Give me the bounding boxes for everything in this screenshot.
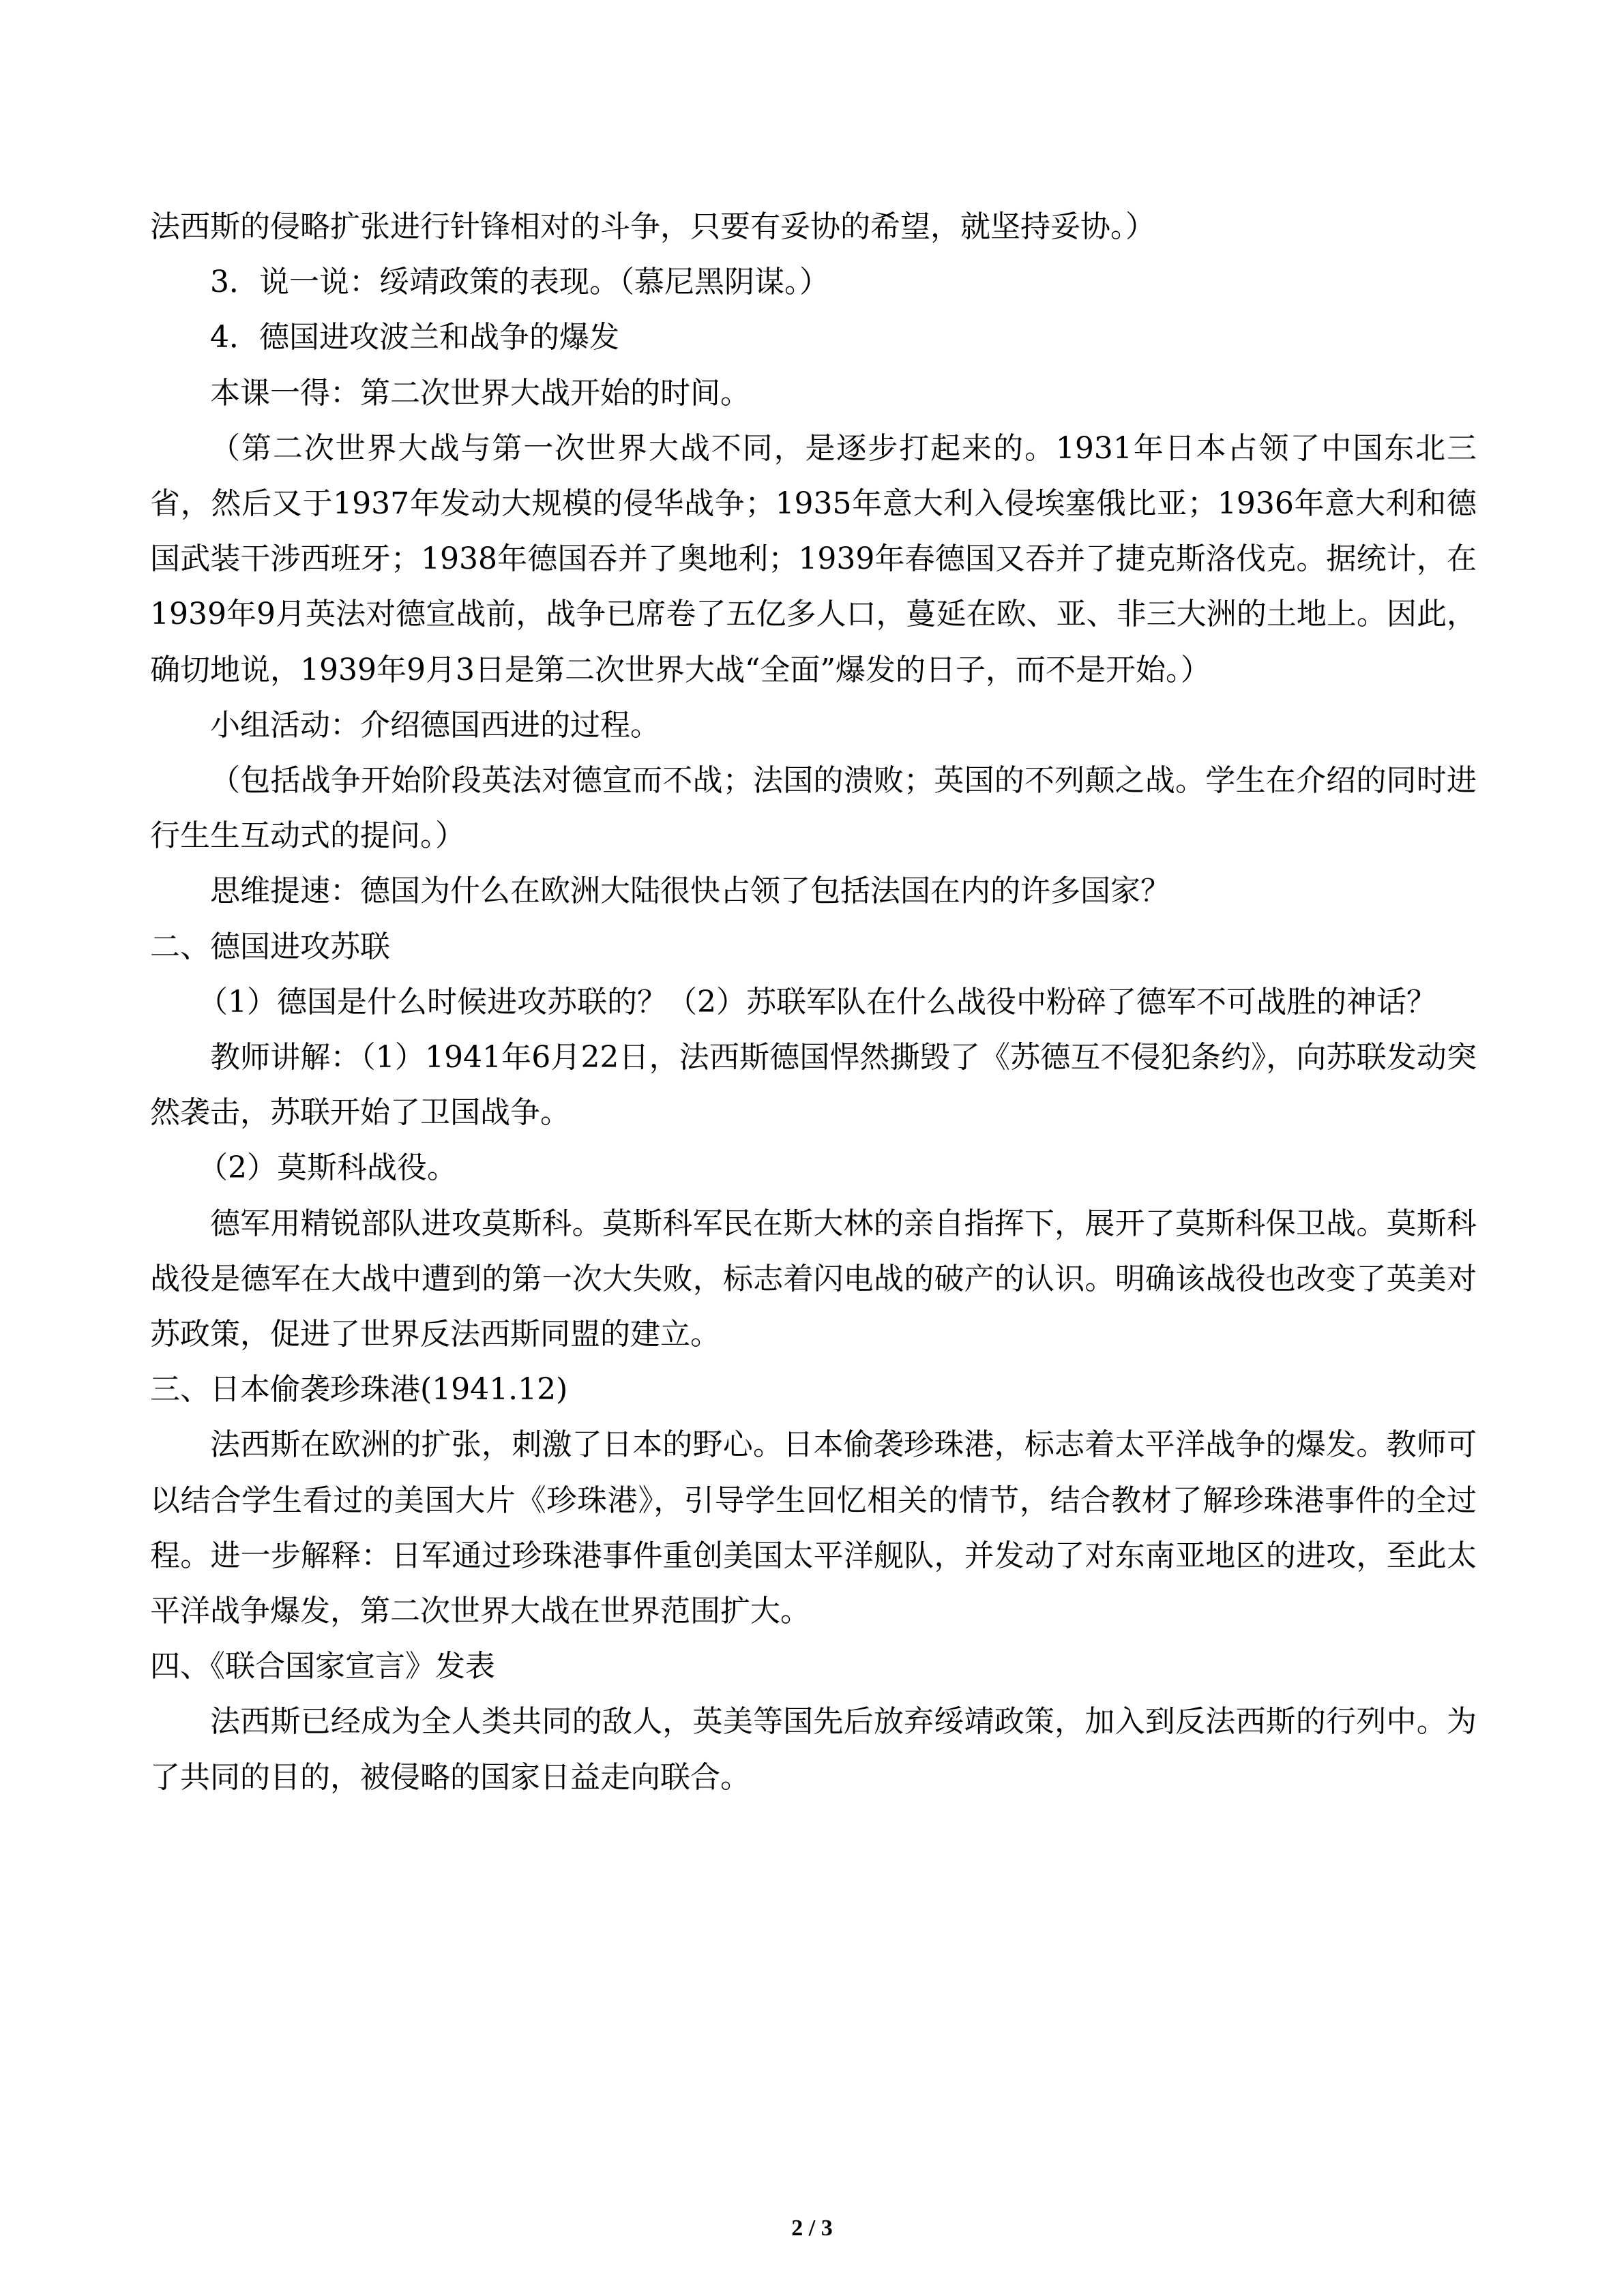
paragraph-thinking-question: 思维提速：德国为什么在欧洲大陆很快占领了包括法国在内的许多国家？ (210, 874, 1170, 909)
paragraph-item-3: 3．说一说：绥靖政策的表现。（慕尼黑阴谋。） (210, 265, 829, 300)
paragraph-united-nations: 法西斯已经成为全人类共同的敌人，英美等国先后放弃绥靖政策，加入到反法西斯的行列中。为了共同的目的，被侵略的国家日益走向联合。 (150, 1704, 1477, 1795)
document-body (150, 199, 1477, 1805)
section-heading-4: 四、《联合国家宣言》发表 (150, 1649, 495, 1684)
paragraph-moscow-battle: 德军用精锐部队进攻莫斯科。莫斯科军民在斯大林的亲自指挥下，展开了莫斯科保卫战。莫斯科战役是德军在大战中遭到的第一次大失败，标志着闪电战的破产的认识。明确该战役也改变了英美对苏政策，促进了世界反法西斯同盟的建立。 (150, 1206, 1477, 1352)
paragraph-activity-note: （包括战争开始阶段英法对德宣而不战；法国的溃败；英国的不列颠之战。学生在介绍的同时进行生生互动式的提问。） (150, 763, 1477, 854)
paragraph-questions: （1）德国是什么时候进攻苏联的？（2）苏联军队在什么战役中粉碎了德军不可战胜的神话？ (198, 984, 1436, 1019)
paragraph-pearl-harbor: 法西斯在欧洲的扩张，刺激了日本的野心。日本偷袭珍珠港，标志着太平洋战争的爆发。教师可以结合学生看过的美国大片《珍珠港》，引导学生回忆相关的情节，结合教材了解珍珠港事件的全过程。进一步解释：日军通过珍珠港事件重创美国太平洋舰队，并发动了对东南亚地区的进攻，至此太平洋战争爆发，第二次世界大战在世界范围扩大。 (150, 1427, 1477, 1629)
paragraph-war-start-note: （第二次世界大战与第一次世界大战不同，是逐步打起来的。1931年日本占领了中国东北三省，然后又于1937年发动大规模的侵华战争；1935年意大利入侵埃塞俄比亚；1936年意大利和德国武装干涉西班牙；1938年德国吞并了奥地利；1939年春德国又吞并了捷克斯洛伐克。据统计，在1939年9月英法对德宣战前，战争已席卷了五亿多人口，蔓延在欧、亚、非三大洲的土地上。因此，确切地说，1939年9月3日是第二次世界大战“全面”爆发的日子，而不是开始。） (150, 430, 1477, 687)
page-number: 2 / 3 (791, 2216, 833, 2241)
paragraph-teacher-explanation: 教师讲解：（1）1941年6月22日，法西斯德国悍然撕毁了《苏德互不侵犯条约》，向苏联发动突然袭击，苏联开始了卫国战争。 (150, 1040, 1477, 1131)
paragraph-item-4: 4．德国进攻波兰和战争的爆发 (210, 320, 619, 355)
paragraph-continuation: 法西斯的侵略扩张进行针锋相对的斗争，只要有妥协的希望，就坚持妥协。） (150, 209, 1155, 244)
paragraph-lesson-insight: 本课一得：第二次世界大战开始的时间。 (210, 375, 750, 411)
paragraph-moscow-battle-label: （2）莫斯科战役。 (198, 1150, 457, 1186)
section-heading-3: 三、日本偷袭珍珠港(1941.12) (150, 1372, 568, 1407)
paragraph-group-activity: 小组活动：介绍德国西进的过程。 (210, 707, 660, 743)
section-heading-2: 二、德国进攻苏联 (150, 929, 390, 964)
